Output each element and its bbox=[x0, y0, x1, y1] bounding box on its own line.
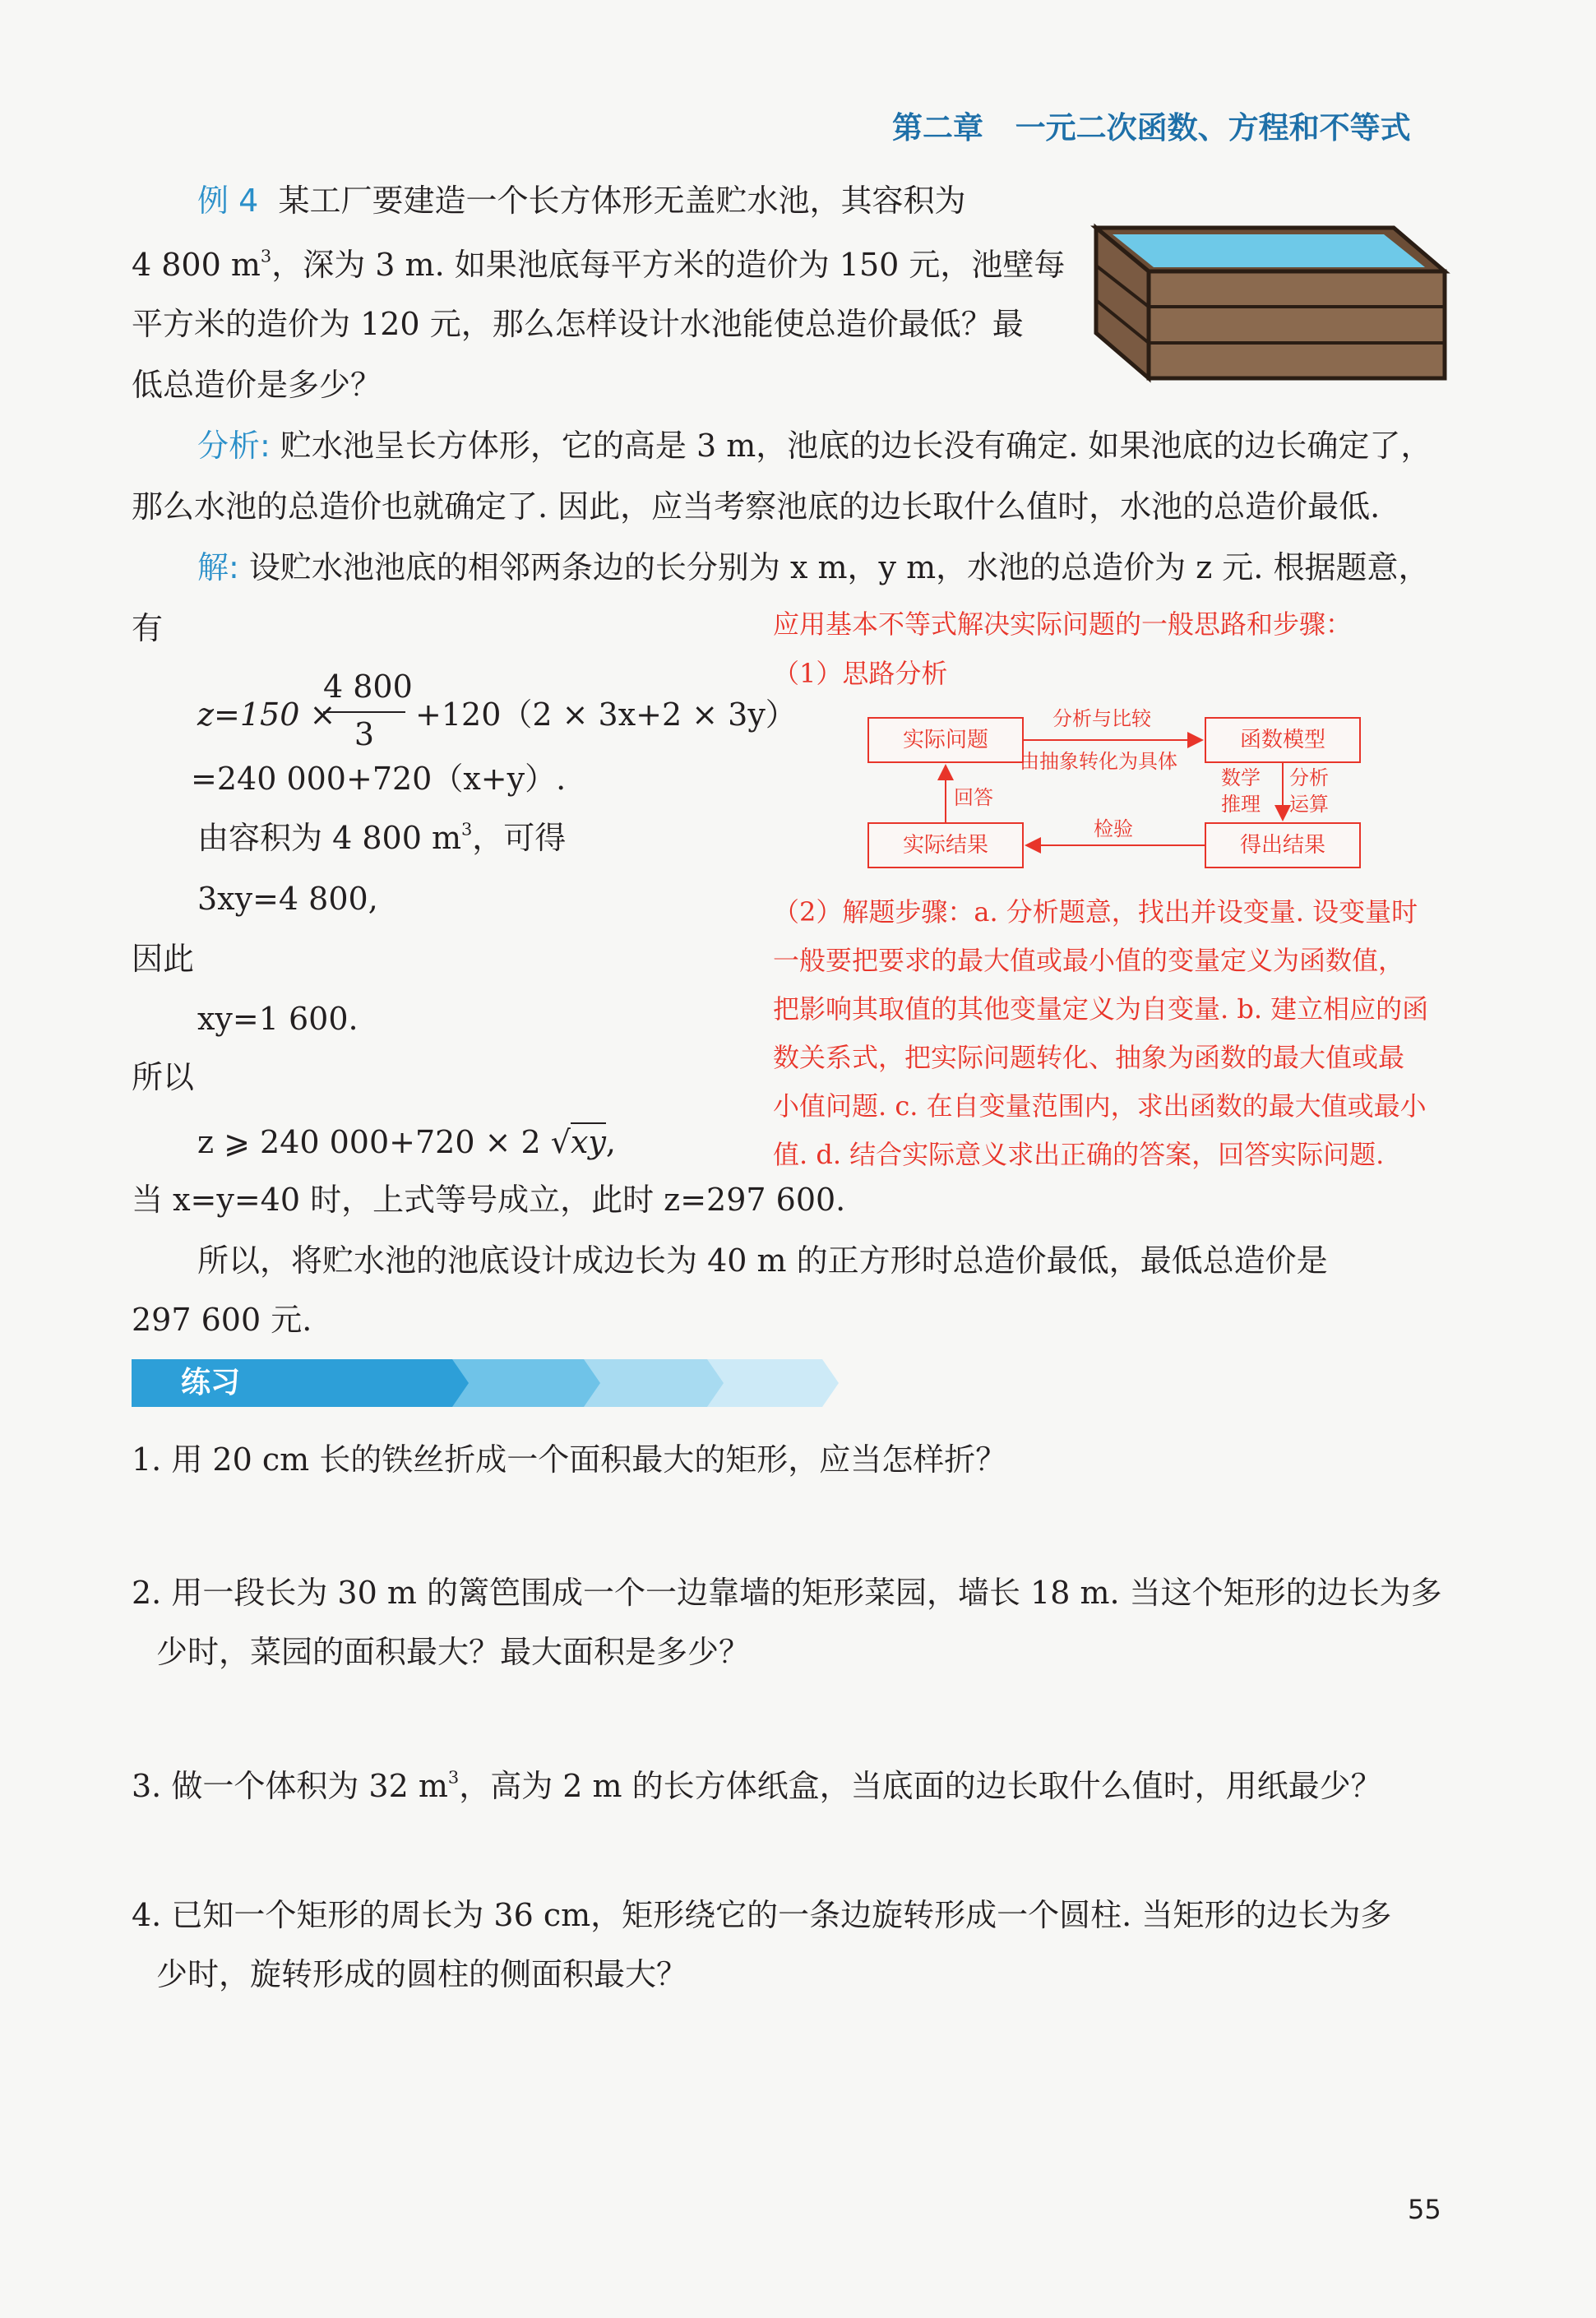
sidenote-step-line: 把影响其取值的其他变量定义为自变量. b. 建立相应的函 bbox=[773, 993, 1429, 1025]
page-number: 55 bbox=[1408, 2194, 1441, 2225]
label-analysis-calc: 分析 运算 bbox=[1289, 766, 1329, 816]
tank-front bbox=[1149, 271, 1445, 378]
fraction-numerator: 4 800 bbox=[323, 669, 413, 705]
sidenote-step-line: （2）解题步骤：a. 分析题意，找出并设变量. 设变量时 bbox=[773, 896, 1418, 928]
analysis-line-1: 分析: 贮水池呈长方体形，它的高是 3 m，池底的边长没有确定. 如果池底的边长确定了， bbox=[197, 428, 1432, 464]
label-answer: 回答 bbox=[954, 786, 993, 809]
practice-question-4-line-2: 少时，旋转形成的圆柱的侧面积最大？ bbox=[156, 1956, 688, 1992]
example-label: 例 4 bbox=[197, 183, 259, 219]
flow-box-actual-problem: 实际问题 bbox=[867, 717, 1024, 763]
equation-1-rhs: +120（2 × 3x+2 × 3y） bbox=[415, 696, 797, 733]
sqrt-radicand: xy bbox=[571, 1124, 606, 1160]
example-line-2: 4 800 $m^3$，深为 3 m. 如果池底每平方米的造价为 150 元，池壁每 bbox=[132, 246, 1066, 283]
equation-1-fraction bbox=[323, 669, 413, 753]
practice-question-3: 3. 做一个体积为 32 $m^3$，高为 2 m 的长方体纸盒，当底面的边长取什么值时，用纸最少？ bbox=[132, 1767, 1382, 1804]
volume-line: 由容积为 4 800 $m^3$，可得 bbox=[197, 819, 567, 856]
equation-3: 3xy=4 800, bbox=[197, 881, 378, 917]
chapter-header bbox=[892, 103, 1411, 147]
sidenote-step-line: 数关系式，把实际问题转化、抽象为函数的最大值或最 bbox=[773, 1042, 1405, 1073]
sidenote-step-line: 小值问题. c. 在自变量范围内，求出函数的最大值或最小 bbox=[773, 1090, 1427, 1122]
label-verify: 检验 bbox=[1094, 817, 1133, 840]
practice-label: 练习 bbox=[181, 1366, 241, 1400]
conclusion-line-1: 所以，将贮水池的池底设计成边长为 40 m 的正方形时总造价最低，最低总造价是 bbox=[197, 1242, 1328, 1279]
chapter-title: 一元二次函数、方程和不等式 bbox=[1015, 110, 1411, 146]
tank-water bbox=[1113, 234, 1425, 267]
solution-line-1: 解: 设贮水池池底的相邻两条边的长分别为 x m，y m，水池的总造价为 z 元. 根据题意， bbox=[197, 549, 1430, 585]
analysis-label: 分析: bbox=[197, 428, 271, 464]
chapter-number: 第二章 bbox=[892, 110, 983, 146]
label-math-reasoning: 数学 推理 bbox=[1221, 766, 1261, 816]
flow-diagram bbox=[863, 707, 1357, 872]
fraction-bar bbox=[323, 711, 405, 713]
sidenote-title: 应用基本不等式解决实际问题的一般思路和步骤： bbox=[773, 608, 1353, 640]
equation-2: =240 000+720（x+y）. bbox=[191, 761, 567, 797]
sidenote-part1: （1）思路分析 bbox=[773, 658, 948, 689]
equation-5: z ⩾ 240 000+720 × 2 √xy, bbox=[197, 1124, 617, 1160]
solution-label: 解: bbox=[197, 549, 239, 585]
flow-box-function-model: 函数模型 bbox=[1205, 717, 1361, 763]
practice-question-2-line-2: 少时，菜园的面积最大？最大面积是多少？ bbox=[156, 1634, 751, 1670]
equality-line: 当 x=y=40 时，上式等号成立，此时 z=297 600. bbox=[132, 1182, 846, 1218]
practice-question-4-line-1: 4. 已知一个矩形的周长为 36 cm，矩形绕它的一条边旋转形成一个圆柱. 当矩形的边长为多 bbox=[132, 1897, 1392, 1933]
example-line-3: 平方米的造价为 120 元，那么怎样设计水池能使总造价最低？最 bbox=[132, 306, 1024, 342]
practice-question-1: 1. 用 20 cm 长的铁丝折成一个面积最大的矩形，应当怎样折？ bbox=[132, 1441, 1007, 1478]
solution-line-2: 有 bbox=[132, 610, 164, 646]
sidenote-step-line: 一般要把要求的最大值或最小值的变量定义为函数值， bbox=[773, 945, 1405, 976]
sidenote-step-line: 值. d. 结合实际意义求出正确的答案，回答实际问题. bbox=[773, 1139, 1385, 1170]
conclusion-line-2: 297 600 元. bbox=[132, 1302, 312, 1338]
example-line-4: 低总造价是多少？ bbox=[132, 367, 382, 403]
analysis-line-2: 那么水池的总造价也就确定了. 因此，应当考察池底的边长取什么值时，水池的总造价最低. bbox=[132, 488, 1381, 525]
equation-1-lhs: z=150 × bbox=[197, 696, 336, 733]
flow-box-actual-result: 实际结果 bbox=[867, 822, 1024, 868]
sidenote-part2 bbox=[773, 896, 1428, 1187]
sqrt-symbol: √ bbox=[550, 1124, 571, 1160]
flow-box-obtain-result: 得出结果 bbox=[1205, 822, 1361, 868]
therefore-2: 所以 bbox=[132, 1059, 195, 1095]
practice-banner bbox=[132, 1359, 839, 1407]
label-abstract-to-concrete: 由抽象转化为具体 bbox=[1020, 750, 1177, 773]
label-analyze-compare: 分析与比较 bbox=[1052, 707, 1151, 730]
equation-4: xy=1 600. bbox=[197, 1001, 359, 1037]
water-tank-illustration bbox=[1089, 218, 1451, 386]
fraction-denominator: 3 bbox=[354, 715, 375, 752]
practice-question-2-line-1: 2. 用一段长为 30 m 的篱笆围成一个一边靠墙的矩形菜园，墙长 18 m. 当这个矩形的边长为多 bbox=[132, 1575, 1442, 1611]
example-line-1: 例 4 某工厂要建造一个长方体形无盖贮水池，其容积为 bbox=[197, 183, 966, 219]
therefore-1: 因此 bbox=[132, 941, 195, 977]
